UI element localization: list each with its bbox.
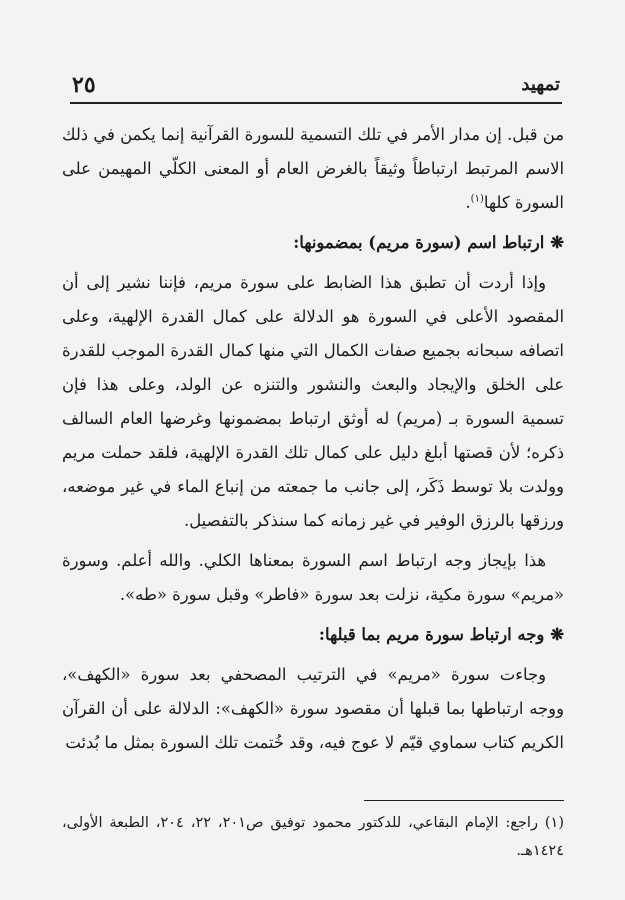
bullet-ornament-icon: ❋	[550, 625, 564, 644]
bullet-ornament-icon: ❋	[550, 233, 564, 252]
paragraph-text: من قبل. إن مدار الأمر في تلك التسمية للسورة القرآنية إنما يكمن في ذلك الاسم المرتبط ارتباطاً وثيقاً بالغرض العام أو المعنى الكلّي المهيمن على السورة كلها	[62, 125, 564, 212]
section-heading-text: ارتباط اسم (سورة مريم) بمضمونها:	[293, 233, 545, 252]
section-heading	[62, 226, 564, 260]
section-heading	[62, 618, 564, 652]
footnote-text: (١) راجع: الإمام البقاعي، للدكتور محمود توفيق ص٢٠١، ٢٢، ٢٠٤، الطبعة الأولى، ١٤٢٤هـ.	[62, 815, 564, 859]
footnote-divider	[364, 800, 564, 801]
main-text	[62, 118, 564, 766]
paragraph	[62, 118, 564, 220]
footnote-reference[interactable]: (١)	[470, 193, 484, 205]
page-header	[70, 70, 562, 104]
paragraph: هذا بإيجاز وجه ارتباط اسم السورة بمعناها الكلي. والله أعلم. وسورة «مريم» سورة مكية، نزلت بعد سورة «فاطر» وقبل سورة «طه».	[62, 551, 564, 604]
page-number: ٢٥	[72, 72, 96, 98]
paragraph: وجاءت سورة «مريم» في الترتيب المصحفي بعد سورة «الكهف»، ووجه ارتباطها بما قبلها أن مقصود سورة «الكهف»: الدلالة على أن القرآن الكريم كتاب سماوي قيّم لا عوج فيه، وقد خُتمت تلك السورة بمثل ما بُدئت	[62, 665, 564, 752]
section-heading-text: وجه ارتباط سورة مريم بما قبلها:	[318, 625, 545, 644]
paragraph: وإذا أردت أن تطبق هذا الضابط على سورة مريم، فإننا نشير إلى أن المقصود الأعلى في السورة هو الدلالة على كمال القدرة الإلهية، وعلى اتصافه سبحانه بجميع صفات الكمال التي منها كمال القدرة الموجب للقدرة على الخلق والإيجاد والبعث والنشور والتنزه عن الولد، وعلى هذا فإن تسمية السورة بـ (مريم) له أوثق ارتباط بمضمونها وغرضها العام السالف ذكره؛ لأن قصتها أبلغ دليل على كمال تلك القدرة الإلهية، فلقد حملت مريم وولدت بلا توسط ذَكَر، إلى جانب ما جمعته من إنباع الماء في غير موضعه، ورزقها بالرزق الوفير في غير زمانه كما سنذكر بالتفصيل.	[62, 273, 564, 530]
running-title: تمهيد	[521, 74, 560, 95]
paragraph-end: .	[465, 193, 471, 212]
footnotes	[62, 800, 564, 865]
